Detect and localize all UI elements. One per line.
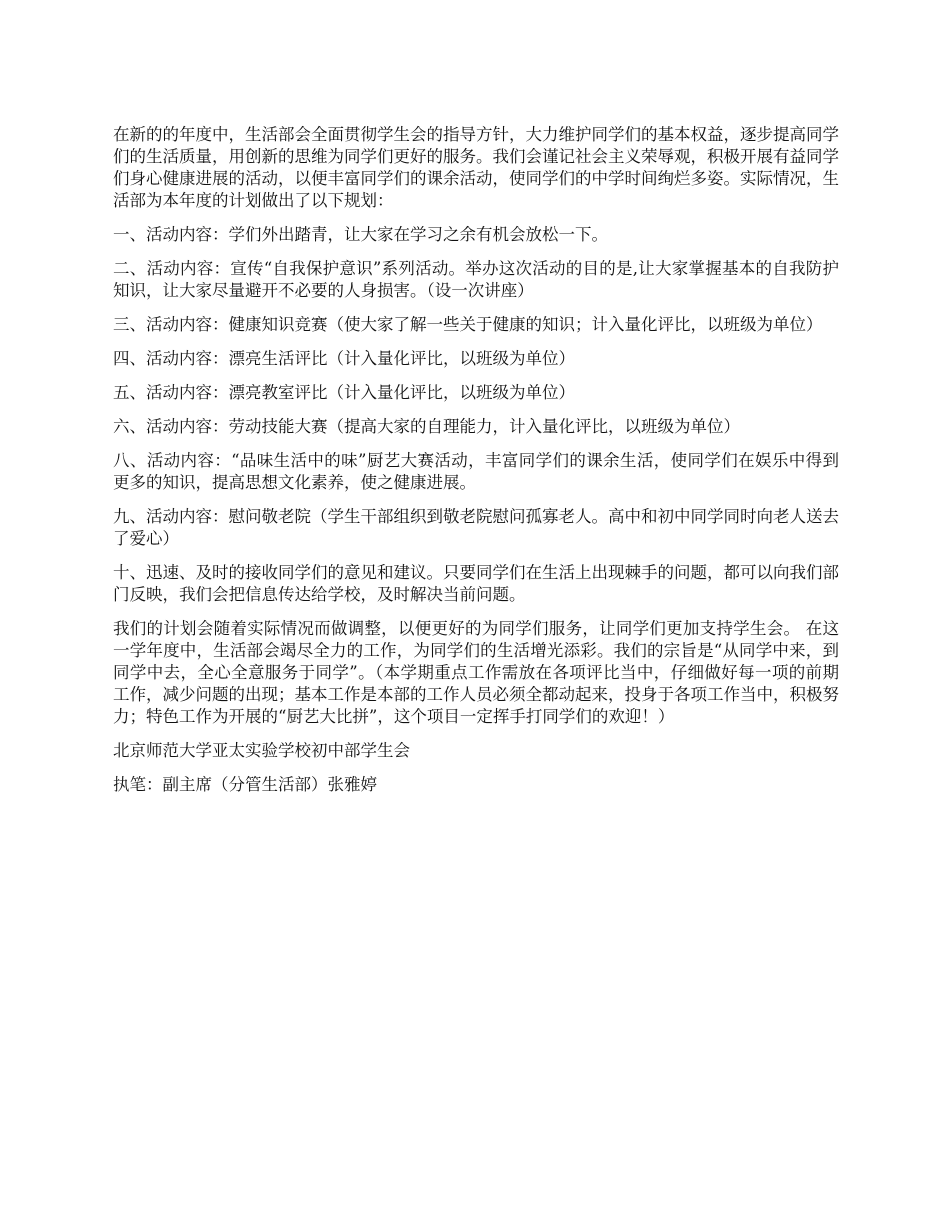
activity-item-2: 二、活动内容：宣传“自我保护意识”系列活动。举办这次活动的目的是,让大家掌握基本的自我防护知识，让大家尽量避开不必要的人身损害。（设一次讲座） (113, 259, 839, 300)
intro-paragraph: 在新的的年度中，生活部会全面贯彻学生会的指导方针，大力维护同学们的基本权益，逐步提高同学们的生活质量，用创新的思维为同学们更好的服务。我们会谨记社会主义荣辱观，积极开展有益同学们身心健康进展的活动，以便丰富同学们的课余活动，使同学们的中学时间绚烂多姿。实际情况，生活部为本年度的计划做出了以下规划： (113, 125, 839, 210)
activity-item-3: 三、活动内容：健康知识竞赛（使大家了解一些关于健康的知识；计入量化评比，以班级为单位） (113, 315, 823, 334)
document-body (113, 124, 839, 808)
organization-signature: 北京师范大学亚太实验学校初中部学生会 (113, 741, 410, 760)
activity-item-10: 十、迅速、及时的接收同学们的意见和建议。只要同学们在生活上出现棘手的问题，都可以向我们部门反映，我们会把信息传达给学校，及时解决当前问题。 (113, 563, 839, 604)
activity-item-8: 八、活动内容：“品味生活中的味”厨艺大赛活动，丰富同学们的课余生活，使同学们在娱乐中得到更多的知识，提高思想文化素养，使之健康进展。 (113, 451, 839, 492)
author-signature: 执笔：副主席（分管生活部）张雅婷 (113, 775, 377, 794)
activity-item-6: 六、活动内容：劳动技能大赛（提高大家的自理能力，计入量化评比，以班级为单位） (113, 417, 740, 436)
closing-paragraph: 我们的计划会随着实际情况而做调整，以便更好的为同学们服务，让同学们更加支持学生会。 在这一学年度中，生活部会竭尽全力的工作，为同学们的生活增光添彩。我们的宗旨是“从同学中来，到同学中去，全心全意服务于同学”。（本学期重点工作需放在各项评比当中，仔细做好每一项的前期工作，减少问题的出现；基本工作是本部的工作人员必须全都动起来，投身于各项工作当中，积极努力；特色工作为开展的“厨艺大比拼”，这个项目一定挥手打同学们的欢迎！） (113, 619, 839, 726)
activity-item-5: 五、活动内容：漂亮教室评比（计入量化评比，以班级为单位） (113, 383, 575, 402)
activity-item-4: 四、活动内容：漂亮生活评比（计入量化评比，以班级为单位） (113, 349, 575, 368)
activity-item-9: 九、活动内容：慰问敬老院（学生干部组织到敬老院慰问孤寡老人。高中和初中同学同时向老人送去了爱心） (113, 507, 839, 548)
activity-item-1: 一、活动内容：学们外出踏青，让大家在学习之余有机会放松一下。 (113, 225, 608, 244)
